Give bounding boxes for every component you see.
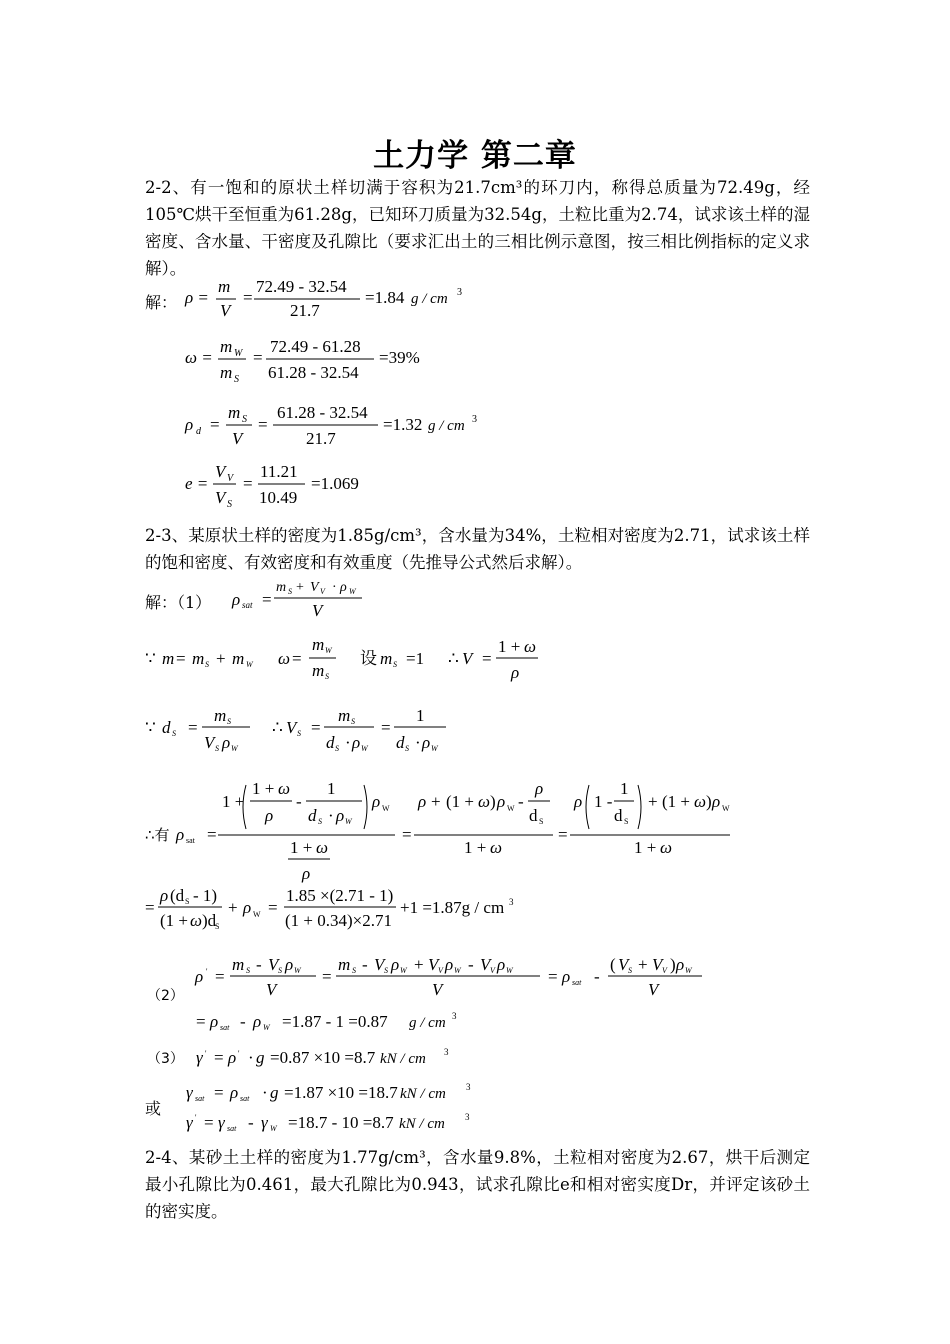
- svg-text:ρ: ρ: [352, 733, 361, 752]
- svg-text:W: W: [431, 744, 438, 753]
- svg-text:m: m: [338, 706, 351, 725]
- formula-e-symbol: e =: [185, 474, 209, 493]
- svg-text:=: =: [311, 718, 321, 737]
- svg-text:m: m: [312, 661, 325, 680]
- svg-text:ω: ω: [694, 792, 707, 811]
- svg-text:ω: ω: [478, 792, 491, 811]
- svg-text:d: d: [326, 733, 335, 752]
- svg-text:γ: γ: [186, 1083, 193, 1102]
- formula-omega-den: 61.28 - 32.54: [268, 363, 359, 382]
- formula-rhod-symbol: ρ: [185, 415, 194, 434]
- svg-text:S: S: [325, 672, 329, 681]
- svg-text:=: =: [402, 825, 412, 844]
- formula-rhosat-num: m: [276, 580, 287, 595]
- svg-text:V: V: [312, 601, 323, 620]
- svg-text:1: 1: [327, 779, 336, 798]
- svg-text:V: V: [662, 966, 667, 975]
- part2-result: =1.87 - 1 =0.87: [282, 1012, 388, 1031]
- svg-text:·: ·: [262, 1083, 268, 1102]
- svg-text:W: W: [246, 660, 253, 669]
- svg-text:1 +: 1 +: [498, 637, 521, 656]
- svg-text:+: +: [216, 649, 226, 668]
- svg-text:1: 1: [620, 779, 629, 798]
- svg-text:γ: γ: [186, 1113, 193, 1132]
- svg-text:V: V: [286, 718, 297, 737]
- formula-omega-symbol: ω =: [185, 348, 213, 367]
- svg-text:S: S: [297, 729, 301, 738]
- formula-rho-unit-exp: 3: [457, 287, 462, 298]
- svg-text:sat: sat: [242, 600, 253, 610]
- formula-rho-num: 72.49 - 32.54: [256, 277, 347, 296]
- svg-text:ρ: ρ: [176, 825, 185, 844]
- svg-text:S: S: [628, 966, 632, 975]
- svg-text:ρ: ρ: [497, 792, 506, 811]
- part3-result: =0.87 ×10 =8.7: [270, 1048, 376, 1067]
- svg-text:m: m: [380, 649, 393, 668]
- formula-eq: =: [243, 288, 253, 307]
- svg-text:V: V: [215, 488, 226, 507]
- svg-text:=: =: [381, 718, 391, 737]
- svg-text:S: S: [185, 897, 190, 906]
- final-num: 1.85 ×(2.71 - 1): [286, 886, 394, 905]
- svg-text:W: W: [361, 744, 368, 753]
- problem-2-3-text: 2-3、某原状土样的密度为1.85g/cm³，含水量为34%，土粒相对密度为2.71，试求该土样的饱和密度、有效密度和有效重度（先推导公式然后求解）。: [145, 526, 810, 572]
- svg-text:sat: sat: [227, 1124, 237, 1133]
- svg-text:ρ: ρ: [302, 864, 311, 883]
- svg-text:ω: ω: [278, 779, 291, 798]
- formula-rho-symbol: ρ =: [185, 288, 209, 307]
- svg-text:+: +: [296, 580, 304, 595]
- formula-rhod-den: 21.7: [306, 429, 336, 448]
- svg-text:=: =: [207, 825, 217, 844]
- svg-text:ρ: ρ: [228, 1048, 237, 1067]
- svg-text:ω: ω: [490, 838, 503, 857]
- solution-2-3-formulas: [0, 570, 950, 1160]
- svg-text:ρ: ρ: [336, 806, 345, 825]
- svg-text:+: +: [638, 955, 648, 974]
- svg-text:m: m: [214, 706, 227, 725]
- svg-text:∵: ∵: [145, 649, 156, 668]
- svg-text:ρ: ρ: [160, 886, 169, 905]
- svg-text:ρ: ρ: [562, 967, 571, 986]
- svg-text:V: V: [432, 980, 443, 999]
- svg-text:m: m: [232, 649, 245, 668]
- formula-rho-m: m: [218, 277, 231, 296]
- svg-text:1 +: 1 +: [464, 838, 487, 857]
- svg-text:ρ: ρ: [574, 792, 583, 811]
- svg-text:V: V: [438, 966, 443, 975]
- svg-text:γ: γ: [218, 1113, 225, 1132]
- svg-text:3: 3: [444, 1047, 449, 1057]
- alternative-label: 或: [145, 1099, 162, 1118]
- svg-text:W: W: [263, 1023, 270, 1032]
- svg-text:V: V: [320, 587, 325, 596]
- svg-text:-: -: [518, 792, 524, 811]
- svg-text:ρ: ρ: [535, 779, 544, 798]
- svg-text:=: =: [188, 718, 198, 737]
- svg-text:S: S: [242, 414, 247, 425]
- svg-text:- 1): - 1): [193, 886, 218, 905]
- svg-text:ρ: ρ: [222, 733, 231, 752]
- svg-text:-: -: [240, 1012, 246, 1031]
- svg-text:+: +: [228, 898, 238, 917]
- svg-text:·: ·: [345, 733, 351, 752]
- svg-text:ρ: ρ: [712, 792, 721, 811]
- svg-text:ρ: ρ: [195, 967, 204, 986]
- svg-text:=: =: [322, 967, 332, 986]
- svg-text:W: W: [507, 804, 515, 813]
- svg-text:sat: sat: [220, 1023, 230, 1032]
- set-label: 设: [360, 649, 377, 669]
- svg-text:S: S: [215, 744, 219, 753]
- svg-text:3: 3: [465, 1112, 470, 1122]
- svg-text:ρ: ρ: [232, 590, 241, 609]
- svg-text:=: =: [558, 825, 568, 844]
- svg-text:V: V: [310, 580, 319, 595]
- svg-text:V: V: [480, 955, 491, 974]
- svg-text:S: S: [384, 966, 388, 975]
- svg-text:d: d: [196, 426, 201, 437]
- svg-text:S: S: [318, 817, 322, 826]
- svg-text:ρ: ρ: [253, 1012, 262, 1031]
- svg-text:-: -: [362, 955, 368, 974]
- svg-text:W: W: [294, 966, 301, 975]
- svg-text:=1: =1: [406, 649, 425, 668]
- svg-text:ρ: ρ: [422, 733, 431, 752]
- svg-text:S: S: [234, 374, 239, 385]
- svg-text:S: S: [278, 966, 282, 975]
- svg-text:-: -: [256, 955, 262, 974]
- svg-text:S: S: [246, 966, 250, 975]
- formula-omega-mw: m: [220, 337, 233, 356]
- svg-text:ρ: ρ: [265, 806, 274, 825]
- svg-text:W: W: [270, 1124, 277, 1133]
- svg-text:·: ·: [415, 733, 421, 752]
- formula-rho-unit: g / cm: [411, 291, 448, 307]
- svg-text:=: =: [196, 1012, 206, 1031]
- svg-text:sat: sat: [195, 1094, 205, 1103]
- formula-omega-res: =39%: [379, 348, 420, 367]
- svg-text:-: -: [296, 792, 302, 811]
- formula-omega-ms: m: [220, 363, 233, 382]
- svg-text:V: V: [232, 429, 243, 448]
- svg-text:W: W: [685, 966, 692, 975]
- svg-text:g / cm: g / cm: [428, 418, 465, 434]
- formula-e-res: =1.069: [311, 474, 359, 493]
- svg-text:1: 1: [416, 706, 425, 725]
- svg-text:kN / cm: kN / cm: [399, 1116, 445, 1132]
- formula-rho-den: 21.7: [290, 301, 320, 320]
- svg-text:): ): [706, 792, 712, 811]
- formula-rhod-ms: m: [228, 403, 241, 422]
- svg-text:d: d: [162, 718, 171, 737]
- svg-text:W: W: [325, 646, 332, 655]
- part3-label: （3）: [147, 1051, 184, 1067]
- svg-text:3: 3: [509, 897, 514, 907]
- svg-text:V: V: [266, 980, 277, 999]
- svg-text:3: 3: [472, 414, 477, 425]
- svg-text:γ: γ: [196, 1048, 203, 1067]
- svg-text:ρ: ρ: [391, 955, 400, 974]
- svg-text:g: g: [256, 1048, 265, 1067]
- svg-text:ρ: ρ: [497, 955, 506, 974]
- svg-text:=: =: [482, 649, 492, 668]
- formula-e-num: 11.21: [260, 462, 298, 481]
- svg-text:ρ: ρ: [285, 955, 294, 974]
- svg-text:m: m: [162, 649, 175, 668]
- svg-text:W: W: [234, 348, 243, 359]
- final-den: (1 + 0.34)×2.71: [285, 911, 392, 930]
- svg-text:V: V: [490, 966, 495, 975]
- svg-text:ω: ω: [316, 838, 329, 857]
- svg-text:V: V: [204, 733, 215, 752]
- svg-text:1 +: 1 +: [290, 838, 313, 857]
- svg-text:-: -: [594, 967, 600, 986]
- svg-text:ρ: ρ: [445, 955, 454, 974]
- svg-text:d: d: [308, 806, 317, 825]
- formula-rho-V: V: [220, 301, 231, 320]
- svg-text:': ': [195, 1113, 197, 1122]
- svg-text:=: =: [176, 649, 186, 668]
- svg-text:+: +: [414, 955, 424, 974]
- svg-text:·: ·: [328, 806, 334, 825]
- svg-text:3: 3: [452, 1011, 457, 1021]
- svg-text:W: W: [454, 966, 461, 975]
- svg-text:=: =: [268, 898, 278, 917]
- svg-text:V: V: [652, 955, 663, 974]
- part2-label: （2）: [147, 988, 184, 1004]
- svg-text:V: V: [428, 955, 439, 974]
- svg-text:m: m: [338, 955, 351, 974]
- svg-text:ρ: ρ: [340, 580, 347, 595]
- svg-text:S: S: [351, 717, 355, 726]
- svg-text:ρ: ρ: [511, 663, 520, 682]
- page-title: 土力学 第二章: [373, 138, 577, 174]
- svg-text:V: V: [215, 462, 226, 481]
- svg-text:W: W: [722, 804, 730, 813]
- alt-result-1: =1.87 ×10 =18.7: [284, 1083, 398, 1102]
- svg-text:ρ: ρ: [418, 792, 427, 811]
- svg-text:=: =: [253, 348, 263, 367]
- svg-text:=: =: [145, 898, 155, 917]
- svg-text:S: S: [227, 499, 232, 510]
- svg-text:W: W: [253, 910, 261, 919]
- svg-text:1 -: 1 -: [594, 792, 613, 811]
- svg-text:sat: sat: [186, 836, 195, 845]
- svg-text:·: ·: [248, 1048, 254, 1067]
- problem-2-2-text: 2-2、有一饱和的原状土样切满于容积为21.7cm³的环刀内，称得总质量为72.49g，经105℃烘干至恒重为61.28g，已知环刀质量为32.54g，土粒比重为2.74，试求该土样的湿密度、含水量、干密度及孔隙比（要求汇出土的三相比例示意图，按三相比例指标的定义求解）。: [145, 178, 810, 278]
- svg-text:ω: ω: [524, 637, 537, 656]
- svg-text:S: S: [205, 660, 209, 669]
- svg-text:m: m: [312, 635, 325, 654]
- svg-text:sat: sat: [240, 1094, 250, 1103]
- svg-text:ρ: ρ: [243, 898, 252, 917]
- svg-text:)d: )d: [202, 911, 217, 930]
- svg-text:=: =: [292, 649, 302, 668]
- svg-text:ω: ω: [278, 649, 291, 668]
- svg-text:V: V: [648, 980, 659, 999]
- svg-text:kN / cm: kN / cm: [380, 1051, 426, 1067]
- svg-text:=: =: [214, 1083, 224, 1102]
- svg-text:=: =: [204, 1113, 214, 1132]
- svg-text:ω: ω: [660, 838, 673, 857]
- formula-e-den: 10.49: [259, 488, 298, 507]
- svg-text:V: V: [462, 649, 473, 668]
- svg-text:): ): [490, 792, 496, 811]
- svg-text:1 +: 1 +: [252, 779, 275, 798]
- svg-text:': ': [205, 1049, 207, 1058]
- svg-text:ω: ω: [190, 911, 203, 930]
- formula-omega-num: 72.49 - 61.28: [270, 337, 361, 356]
- svg-text:+: +: [648, 792, 658, 811]
- svg-text:S: S: [624, 817, 629, 826]
- svg-text:V: V: [374, 955, 385, 974]
- svg-text:g: g: [270, 1083, 279, 1102]
- problem-2-4-text: 2-4、某砂土土样的密度为1.77g/cm³，含水量9.8%，土粒相对密度为2.67，烘干后测定最小孔隙比为0.461，最大孔隙比为0.943，试求孔隙比e和相对密实度Dr，并评定该砂土的密实度。: [145, 1148, 810, 1221]
- svg-text:W: W: [345, 817, 352, 826]
- svg-text:W: W: [506, 966, 513, 975]
- svg-text:V: V: [618, 955, 629, 974]
- svg-text:=: =: [215, 967, 225, 986]
- svg-text:V: V: [268, 955, 279, 974]
- svg-text:d: d: [614, 806, 623, 825]
- svg-text:(d: (d: [170, 886, 185, 905]
- svg-text:m: m: [192, 649, 205, 668]
- svg-text:S: S: [352, 966, 356, 975]
- svg-text:S: S: [405, 744, 409, 753]
- alt-result-2: =18.7 - 10 =8.7: [288, 1113, 394, 1132]
- svg-text:S: S: [227, 717, 231, 726]
- svg-text:ρ: ρ: [210, 1012, 219, 1031]
- svg-text:(1 +: (1 +: [662, 792, 690, 811]
- solution-label: 解：: [145, 293, 178, 312]
- svg-text:': ': [238, 1049, 240, 1058]
- svg-text:-: -: [248, 1113, 254, 1132]
- svg-text:γ: γ: [261, 1113, 268, 1132]
- svg-text:sat: sat: [572, 978, 582, 987]
- svg-text:S: S: [393, 660, 397, 669]
- formula-rhod-res: =1.32: [383, 415, 423, 434]
- svg-text:W: W: [400, 966, 407, 975]
- svg-text:=: =: [548, 967, 558, 986]
- svg-text:∴: ∴: [448, 649, 459, 668]
- svg-text:g / cm: g / cm: [409, 1015, 446, 1031]
- solution-part1-label: 解：（1）: [145, 593, 212, 612]
- svg-text:-: -: [468, 955, 474, 974]
- svg-text:': ': [206, 967, 208, 976]
- svg-text:=: =: [262, 590, 272, 609]
- svg-text:∵: ∵: [145, 718, 156, 737]
- svg-text:=: =: [258, 415, 268, 434]
- svg-text:kN / cm: kN / cm: [400, 1086, 446, 1102]
- svg-text:S: S: [288, 587, 292, 596]
- svg-text:1 +: 1 +: [634, 838, 657, 857]
- svg-text:d: d: [529, 806, 538, 825]
- svg-text:ρ: ρ: [372, 792, 381, 811]
- svg-text:S: S: [539, 817, 544, 826]
- svg-text:(: (: [610, 955, 616, 974]
- svg-text:d: d: [396, 733, 405, 752]
- svg-text:m: m: [232, 955, 245, 974]
- svg-text:∴: ∴: [272, 718, 283, 737]
- svg-text:1 +: 1 +: [222, 792, 245, 811]
- svg-text:=: =: [214, 1048, 224, 1067]
- svg-text:W: W: [349, 587, 356, 596]
- final-res: +1 =1.87g / cm: [400, 898, 505, 917]
- svg-text:W: W: [382, 804, 390, 813]
- svg-text:ρ: ρ: [230, 1083, 239, 1102]
- solution-2-2-formulas: [0, 270, 950, 510]
- svg-text:W: W: [231, 744, 238, 753]
- svg-text:=: =: [243, 474, 253, 493]
- svg-text:3: 3: [466, 1082, 471, 1092]
- svg-text:): ): [670, 955, 676, 974]
- svg-text:·: ·: [332, 580, 337, 595]
- svg-text:(1 +: (1 +: [160, 911, 188, 930]
- formula-rho-res: =1.84: [365, 288, 405, 307]
- svg-text:S: S: [172, 729, 176, 738]
- formula-rhod-num: 61.28 - 32.54: [277, 403, 368, 422]
- svg-text:S: S: [335, 744, 339, 753]
- svg-text:(1 +: (1 +: [446, 792, 474, 811]
- svg-text:ρ: ρ: [676, 955, 685, 974]
- svg-text:=: =: [210, 415, 220, 434]
- svg-text:+: +: [431, 792, 441, 811]
- svg-text:V: V: [227, 473, 234, 484]
- svg-text:S: S: [215, 922, 220, 931]
- therefore-label: ∴有: [145, 826, 170, 844]
